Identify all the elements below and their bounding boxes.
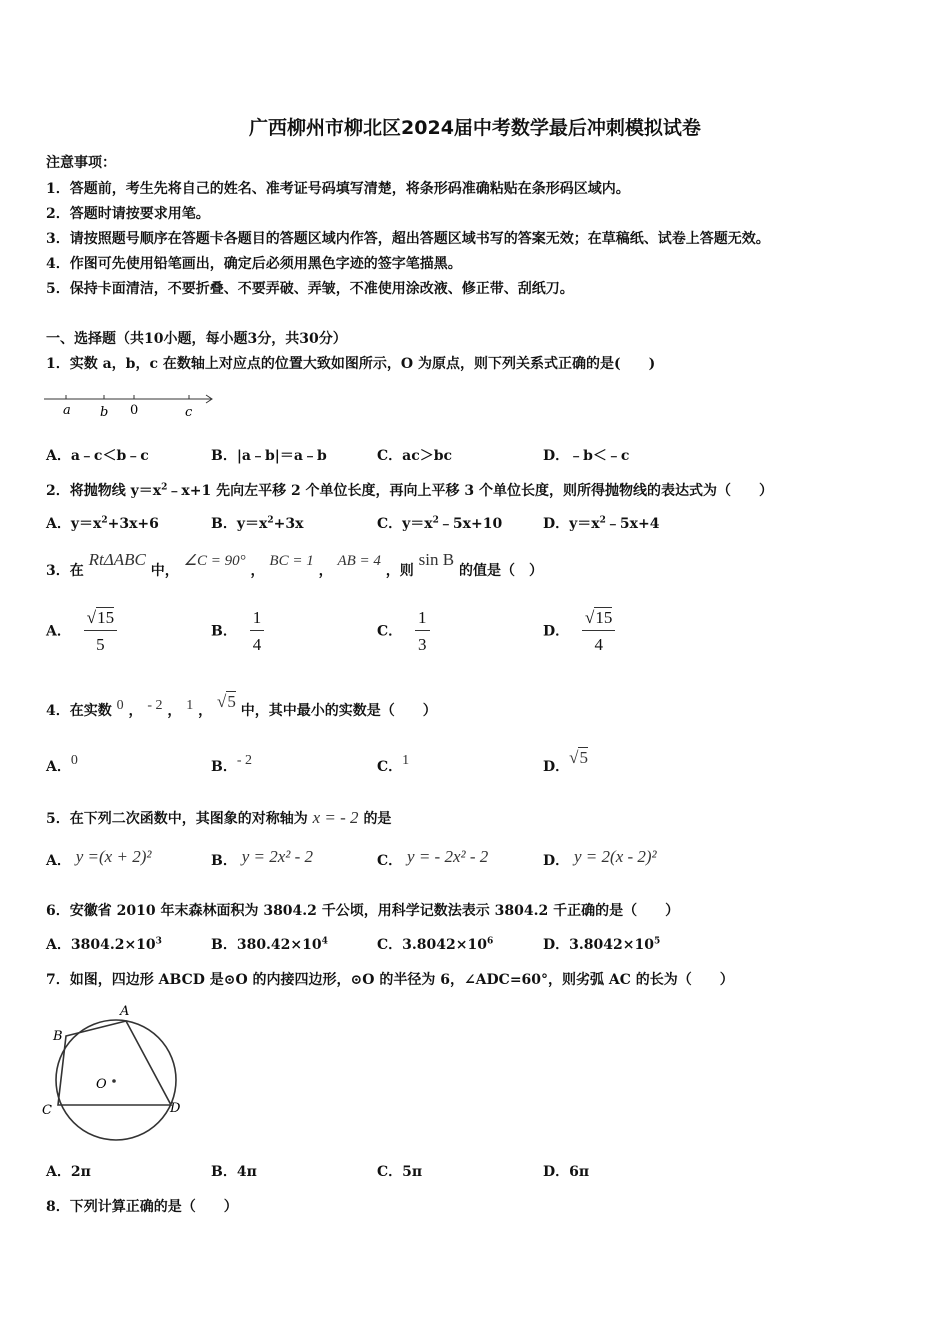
q4-a-label: A． xyxy=(46,759,71,775)
question-4-stem xyxy=(46,692,437,720)
q2-d-exp: 2 xyxy=(599,515,606,526)
q5-a-label: A． xyxy=(46,853,71,869)
question-8-stem: 8．下列计算正确的是（ ） xyxy=(46,1199,238,1215)
q3-option-d xyxy=(543,608,615,655)
q3-triangle: RtΔABC xyxy=(88,550,146,569)
axis-label-c: c xyxy=(185,405,193,420)
q3-c-den: 3 xyxy=(418,635,427,654)
q4-option-d xyxy=(543,748,588,776)
axis-label-b: b xyxy=(100,405,109,420)
q5-axis: x = - 2 xyxy=(312,808,359,827)
q4-d-sqrt: √5 xyxy=(569,748,588,767)
q2-d-post: ﹣5x+4 xyxy=(605,516,660,532)
q6-c-pre: C．3.8042×10 xyxy=(377,937,487,953)
q6-d-exp: 5 xyxy=(653,936,661,947)
q5-c-label: C． xyxy=(377,853,403,869)
q4-option-a xyxy=(46,753,78,776)
q5-d-expr: y = 2(x - 2)² xyxy=(574,847,657,866)
q6-a-pre: A．3804.2×10 xyxy=(46,937,156,953)
question-1-stem: 1．实数 a，b，c 在数轴上对应点的位置大致如图所示，O 为原点，则下列关系式正确的是( ) xyxy=(46,356,656,372)
question-7-stem: 7．如图，四边形 ABCD 是⊙O 的内接四边形，⊙O 的半径为 6，∠ADC=60°，则劣弧 AC 的长为（ ） xyxy=(46,972,734,988)
q3-b-num: 1 xyxy=(250,608,265,631)
q5-option-b xyxy=(211,847,314,870)
q6-b-pre: B．380.42×10 xyxy=(211,937,322,953)
q3-a-den: 5 xyxy=(96,635,105,654)
point-label-d: D xyxy=(170,1101,181,1116)
q6-b-exp: 4 xyxy=(321,936,328,947)
q3-option-c xyxy=(377,608,430,655)
question-2-stem xyxy=(46,480,773,500)
q7-option-d: D．6π xyxy=(543,1164,590,1180)
section-heading: 一、选择题（共10小题，每小题3分，共30分） xyxy=(46,331,347,347)
q4-comma-3: ， xyxy=(198,703,213,719)
q4-value-sqrt5: √5 xyxy=(217,692,236,711)
q4-c-label: C． xyxy=(377,759,403,775)
q4-b-label: B． xyxy=(211,759,237,775)
page-title: 广西柳州市柳北区2024届中考数学最后冲刺模拟试卷 xyxy=(249,117,701,139)
q2-option-d xyxy=(543,513,659,533)
q3-d-den: 4 xyxy=(594,635,603,654)
q1-option-a: A．a﹣c＜b﹣c xyxy=(46,448,149,464)
q5-stem: 5．在下列二次函数中，其图象的对称轴为 xyxy=(46,811,308,827)
q6-option-b xyxy=(211,934,328,954)
notice-item-5: 5．保持卡面清洁，不要折叠、不要弄破、弄皱，不准使用涂改液、修正带、刮纸刀。 xyxy=(46,281,574,297)
q2-c-pre: C．y＝x xyxy=(377,516,433,532)
q7-option-c: C．5π xyxy=(377,1164,423,1180)
q3-then: ，则 xyxy=(385,563,414,579)
notice-heading: 注意事项： xyxy=(46,155,116,171)
q3-a-frac: $\frac{√15}{5}$ xyxy=(84,608,117,655)
q3-d-label: D． xyxy=(543,623,570,640)
q4-a-value: 0 xyxy=(70,753,78,768)
q3-a-num: 15 xyxy=(97,608,115,627)
question-5-stem xyxy=(46,808,391,828)
q2-option-a xyxy=(46,513,159,533)
q4-value-5: 5 xyxy=(227,692,236,711)
q4-post: 中，其中最小的实数是（ ） xyxy=(240,703,437,719)
q3-pre: 3．在 xyxy=(46,563,84,579)
notice-item-1: 1．答题前，考生先将自己的姓名、准考证号码填写清楚，将条形码准确粘贴在条形码区域内。 xyxy=(46,181,630,197)
q6-option-d xyxy=(543,934,660,954)
point-label-a: A xyxy=(120,1004,130,1019)
q5-b-label: B． xyxy=(211,853,237,869)
q2-option-b xyxy=(211,513,303,533)
q2-b-post: +3x xyxy=(273,516,304,532)
q3-comma-2: ， xyxy=(318,563,333,579)
q2-b-exp: 2 xyxy=(267,515,274,526)
point-label-c: C xyxy=(42,1103,52,1118)
q4-value-neg2: - 2 xyxy=(147,698,163,713)
q3-angle: ∠C = 90° xyxy=(183,553,246,569)
point-label-o: O xyxy=(96,1077,107,1092)
q3-d-frac: $\frac{√15}{4}$ xyxy=(582,608,615,655)
q4-value-0: 0 xyxy=(116,698,124,713)
circle-figure xyxy=(40,1000,190,1148)
q4-d-value: 5 xyxy=(579,748,588,767)
q5-b-expr: y = 2x² - 2 xyxy=(241,847,314,866)
q4-comma-1: ， xyxy=(128,703,143,719)
q2-c-post: ﹣5x+10 xyxy=(438,516,503,532)
q3-post: 的值是（ ） xyxy=(458,563,543,579)
q3-ab: AB = 4 xyxy=(337,553,381,569)
q5-tail: 的是 xyxy=(363,811,392,827)
q4-value-1: 1 xyxy=(186,698,194,713)
notice-item-3: 3．请按照题号顺序在答题卡各题目的答题区域内作答，超出答题区域书写的答案无效；在草稿纸、试卷上答题无效。 xyxy=(46,231,770,247)
q4-pre: 4．在实数 xyxy=(46,703,112,719)
q2-stem-a: 2．将抛物线 y＝x xyxy=(46,483,162,499)
q5-c-expr: y = - 2x² - 2 xyxy=(407,847,489,866)
q3-c-label: C． xyxy=(377,623,403,640)
point-label-b: B xyxy=(53,1029,63,1044)
q2-a-post: +3x+6 xyxy=(107,516,159,532)
q1-option-b: B．|a﹣b|＝a﹣b xyxy=(211,448,327,464)
q3-c-frac xyxy=(415,608,430,655)
q2-option-c xyxy=(377,513,502,533)
q4-c-value: 1 xyxy=(402,753,410,768)
q1-option-c: C．ac＞bc xyxy=(377,448,453,464)
q1-option-d: D．﹣b＜﹣c xyxy=(543,448,630,464)
q2-stem-b: ﹣x+1 先向左平移 2 个单位长度，再向上平移 3 个单位长度，则所得抛物线的表达式为（ ） xyxy=(167,483,774,499)
q6-c-exp: 6 xyxy=(486,936,494,947)
q5-option-d xyxy=(543,847,657,870)
q4-d-label: D． xyxy=(543,759,570,775)
notice-item-4: 4．作图可先使用铅笔画出，确定后必须用黑色字迹的签字笔描黑。 xyxy=(46,256,462,272)
q4-option-b xyxy=(211,753,253,776)
axis-label-a: a xyxy=(63,403,71,418)
q3-b-label: B． xyxy=(211,623,237,640)
q3-b-den: 4 xyxy=(252,635,262,654)
notice-item-2: 2．答题时请按要求用笔。 xyxy=(46,206,210,222)
q2-b-pre: B．y＝x xyxy=(211,516,268,532)
q2-c-exp: 2 xyxy=(432,515,439,526)
q3-c-num: 1 xyxy=(415,608,430,631)
question-6-stem: 6．安徽省 2010 年末森林面积为 3804.2 千公顷，用科学记数法表示 3804.2 千正确的是（ ） xyxy=(46,903,680,919)
q3-mid: 中， xyxy=(150,563,179,579)
q2-d-pre: D．y＝x xyxy=(543,516,600,532)
q4-comma-2: ， xyxy=(167,703,182,719)
q6-option-c xyxy=(377,934,493,954)
q2-exp: 2 xyxy=(161,482,168,493)
q3-a-label: A． xyxy=(46,623,71,640)
q6-d-pre: D．3.8042×10 xyxy=(543,937,654,953)
q5-a-expr: y =(x + 2)² xyxy=(75,847,152,866)
q3-comma-1: ， xyxy=(250,563,265,579)
number-line-figure xyxy=(44,388,220,422)
q5-d-label: D． xyxy=(543,853,570,869)
q6-option-a xyxy=(46,934,162,954)
q3-option-b xyxy=(211,608,264,655)
q4-option-c xyxy=(377,753,410,776)
q6-a-exp: 3 xyxy=(155,936,162,947)
q3-b-frac xyxy=(250,608,265,655)
axis-label-0: 0 xyxy=(130,403,139,418)
q2-a-exp: 2 xyxy=(101,515,108,526)
q3-sin: sin B xyxy=(418,550,455,569)
q7-option-b: B．4π xyxy=(211,1164,257,1180)
q3-option-a xyxy=(46,608,117,655)
q3-bc: BC = 1 xyxy=(269,553,314,569)
q5-option-a xyxy=(46,847,152,870)
q2-a-pre: A．y＝x xyxy=(46,516,102,532)
q4-b-value: - 2 xyxy=(236,753,253,768)
q7-option-a: A．2π xyxy=(46,1164,91,1180)
question-3-stem xyxy=(46,550,543,580)
q5-option-c xyxy=(377,847,489,870)
q3-d-num: 15 xyxy=(595,608,613,627)
